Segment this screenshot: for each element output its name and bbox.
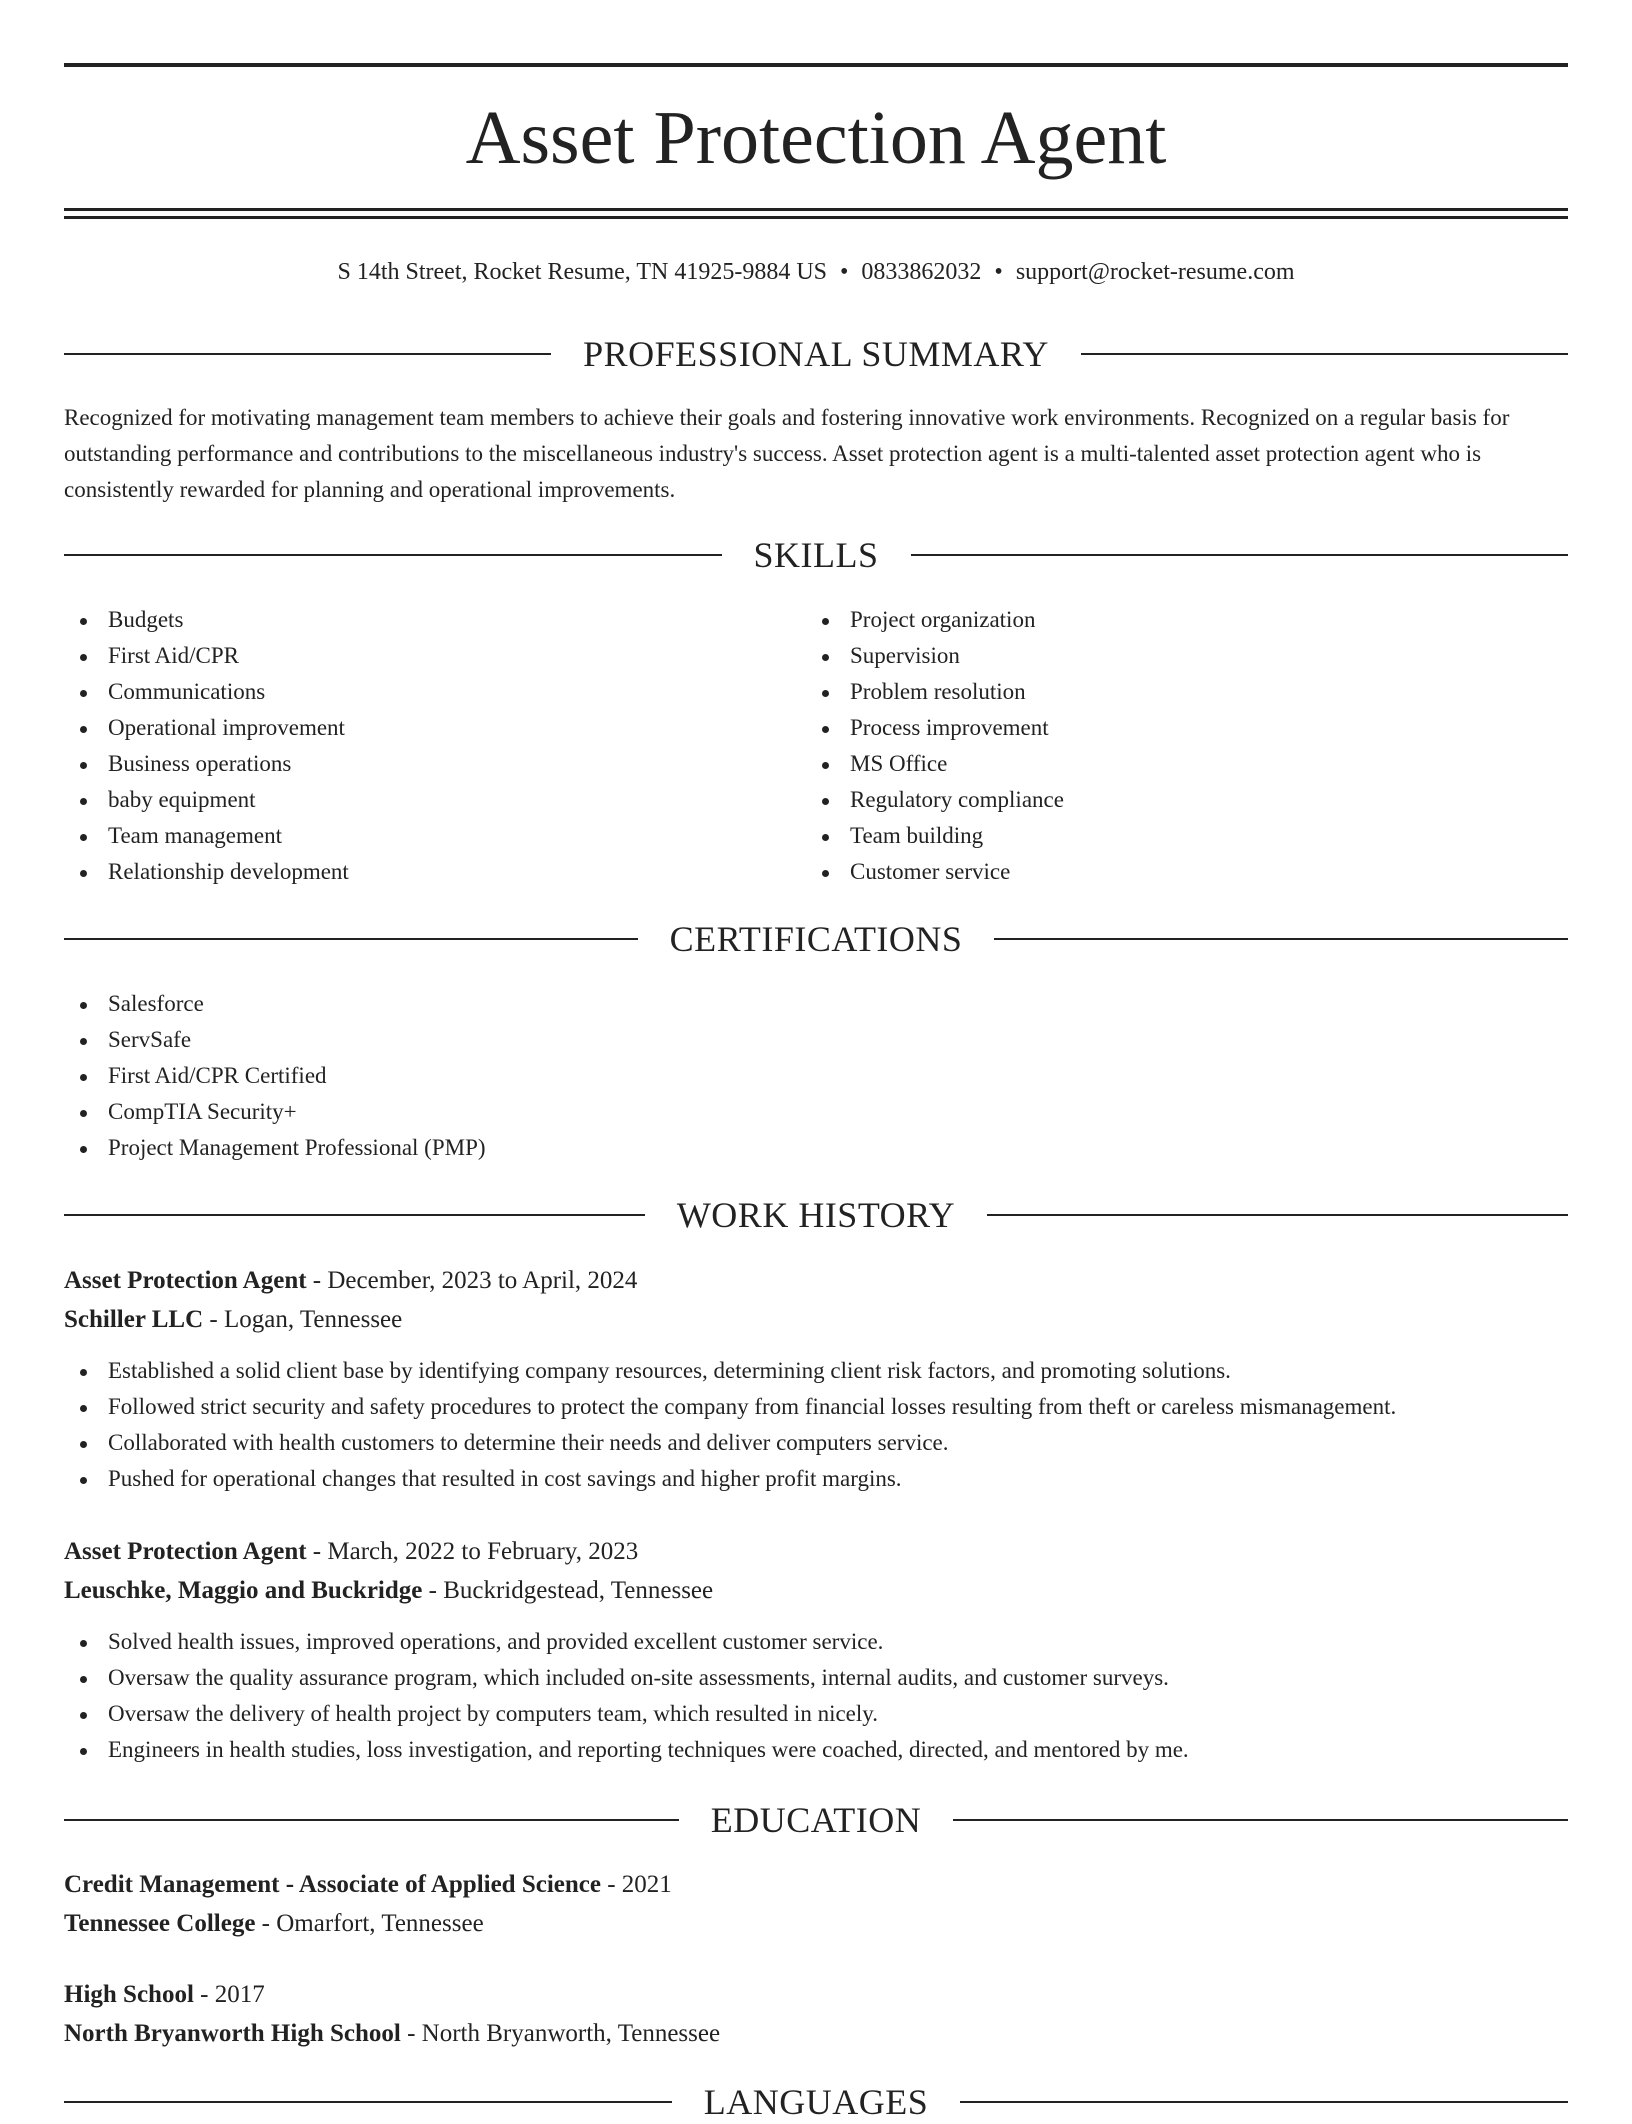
job-bullet: Solved health issues, improved operations, and provided excellent customer service. [64,1624,1568,1660]
education-location: - North Bryanworth, Tennessee [400,2020,721,2047]
job-entry [64,1261,1568,1497]
job-bullet: Oversaw the delivery of health project by computers team, which resulted in nicely. [64,1696,1568,1732]
heading-rule [1081,353,1568,355]
job-location: - Buckridgestead, Tennessee [422,1577,714,1604]
skill-item: Project organization [806,602,1506,638]
section-heading-education [64,1798,1568,1842]
education-location: - Omarfort, Tennessee [255,1910,484,1937]
certification-item: First Aid/CPR Certified [64,1058,964,1094]
heading-rule [64,554,722,556]
heading-rule [64,938,638,940]
job-bullet: Pushed for operational changes that resulted in cost savings and higher profit margins. [64,1461,1568,1497]
job-bullets [64,1353,1568,1497]
heading-rule [987,1214,1568,1216]
education-degree-line [64,1975,1568,2014]
education-entry [64,1975,1568,2053]
education-degree: Credit Management - Associate of Applied Science [64,1871,601,1898]
skill-item: baby equipment [64,782,764,818]
contact-separator: • [840,259,849,285]
skill-item: Operational improvement [64,710,764,746]
job-bullet: Engineers in health studies, loss investigation, and reporting techniques were coached, directed, and mentored by me. [64,1732,1568,1768]
education-year: - 2021 [600,1871,672,1898]
job-bullet: Oversaw the quality assurance program, which included on-site assessments, internal audits, and customer surveys. [64,1660,1568,1696]
heading-rule [911,554,1569,556]
certification-item: Salesforce [64,986,964,1022]
contact-email: support@rocket-resume.com [1015,259,1295,285]
skill-item: Communications [64,674,764,710]
job-bullet: Established a solid client base by identifying company resources, determining client risk factors, and promoting solutions. [64,1353,1568,1389]
education-year: - 2017 [193,1981,265,2008]
heading-rule [994,938,1568,940]
education-school: North Bryanworth High School [64,2020,401,2047]
job-title-line [64,1261,1568,1300]
skill-item: Team management [64,818,764,854]
section-heading-certifications [64,917,1568,961]
skills-list-right [806,602,1506,890]
job-company: Leuschke, Maggio and Buckridge [64,1577,423,1604]
top-rule [64,63,1568,67]
education-degree: High School [64,1981,194,2008]
skill-item: First Aid/CPR [64,638,764,674]
certification-item: Project Management Professional (PMP) [64,1130,964,1166]
skill-item: Regulatory compliance [806,782,1506,818]
contact-address: S 14th Street, Rocket Resume, TN 41925-9884 US [337,259,828,285]
section-title: SKILLS [753,535,879,575]
job-bullet: Followed strict security and safety procedures to protect the company from financial losses resulting from theft or careless mismanagement. [64,1389,1568,1425]
education-school: Tennessee College [64,1910,256,1937]
contact-phone: 0833862032 [861,259,982,285]
heading-rule [960,2101,1568,2103]
section-title: CERTIFICATIONS [669,919,963,959]
skill-item: Team building [806,818,1506,854]
candidate-name: Asset Protection Agent [465,96,1167,180]
contact-separator: • [994,259,1003,285]
job-entry [64,1532,1568,1768]
heading-rule [64,1819,679,1821]
skill-item: Customer service [806,854,1506,890]
section-title: EDUCATION [710,1800,922,1840]
header-rule-upper [64,208,1568,211]
education-degree-line [64,1865,1568,1904]
section-title: WORK HISTORY [676,1195,956,1235]
heading-rule [953,1819,1568,1821]
skill-item: Relationship development [64,854,764,890]
certifications-list [64,986,964,1166]
skill-item: Problem resolution [806,674,1506,710]
job-dates: - March, 2022 to February, 2023 [306,1538,639,1565]
section-heading-summary [64,332,1568,376]
job-company-line [64,1300,1568,1339]
job-dates: - December, 2023 to April, 2024 [306,1267,638,1294]
skill-item: Budgets [64,602,764,638]
heading-rule [64,2101,672,2103]
skill-item: Supervision [806,638,1506,674]
education-entry [64,1865,1568,1943]
section-title: PROFESSIONAL SUMMARY [583,334,1049,374]
header-rule-lower [64,216,1568,219]
job-company: Schiller LLC [64,1306,204,1333]
section-heading-work-history [64,1193,1568,1237]
skill-item: Business operations [64,746,764,782]
job-bullets [64,1624,1568,1768]
job-bullet: Collaborated with health customers to determine their needs and deliver computers service. [64,1425,1568,1461]
job-role: Asset Protection Agent [64,1538,307,1565]
resume-page [64,0,1568,2122]
section-heading-languages [64,2080,1568,2124]
job-location: - Logan, Tennessee [203,1306,403,1333]
contact-line [64,254,1568,290]
section-title: LANGUAGES [703,2082,929,2122]
skill-item: Process improvement [806,710,1506,746]
education-school-line [64,2014,1568,2053]
education-school-line [64,1904,1568,1943]
summary-text: Recognized for motivating management team members to achieve their goals and fostering innovative work environments. Recognized on a regular basis for outstanding performance and contributions to the miscellaneous industry's success. Asset protection agent is a multi-talented asset protection agent who is consistently rewarded for planning and operational improvements. [64,405,1510,502]
skill-item: MS Office [806,746,1506,782]
heading-rule [64,353,551,355]
section-heading-skills [64,533,1568,577]
job-title-line [64,1532,1568,1571]
certification-item: ServSafe [64,1022,964,1058]
certification-item: CompTIA Security+ [64,1094,964,1130]
job-role: Asset Protection Agent [64,1267,307,1294]
job-company-line [64,1571,1568,1610]
skills-list-left [64,602,764,890]
heading-rule [64,1214,645,1216]
